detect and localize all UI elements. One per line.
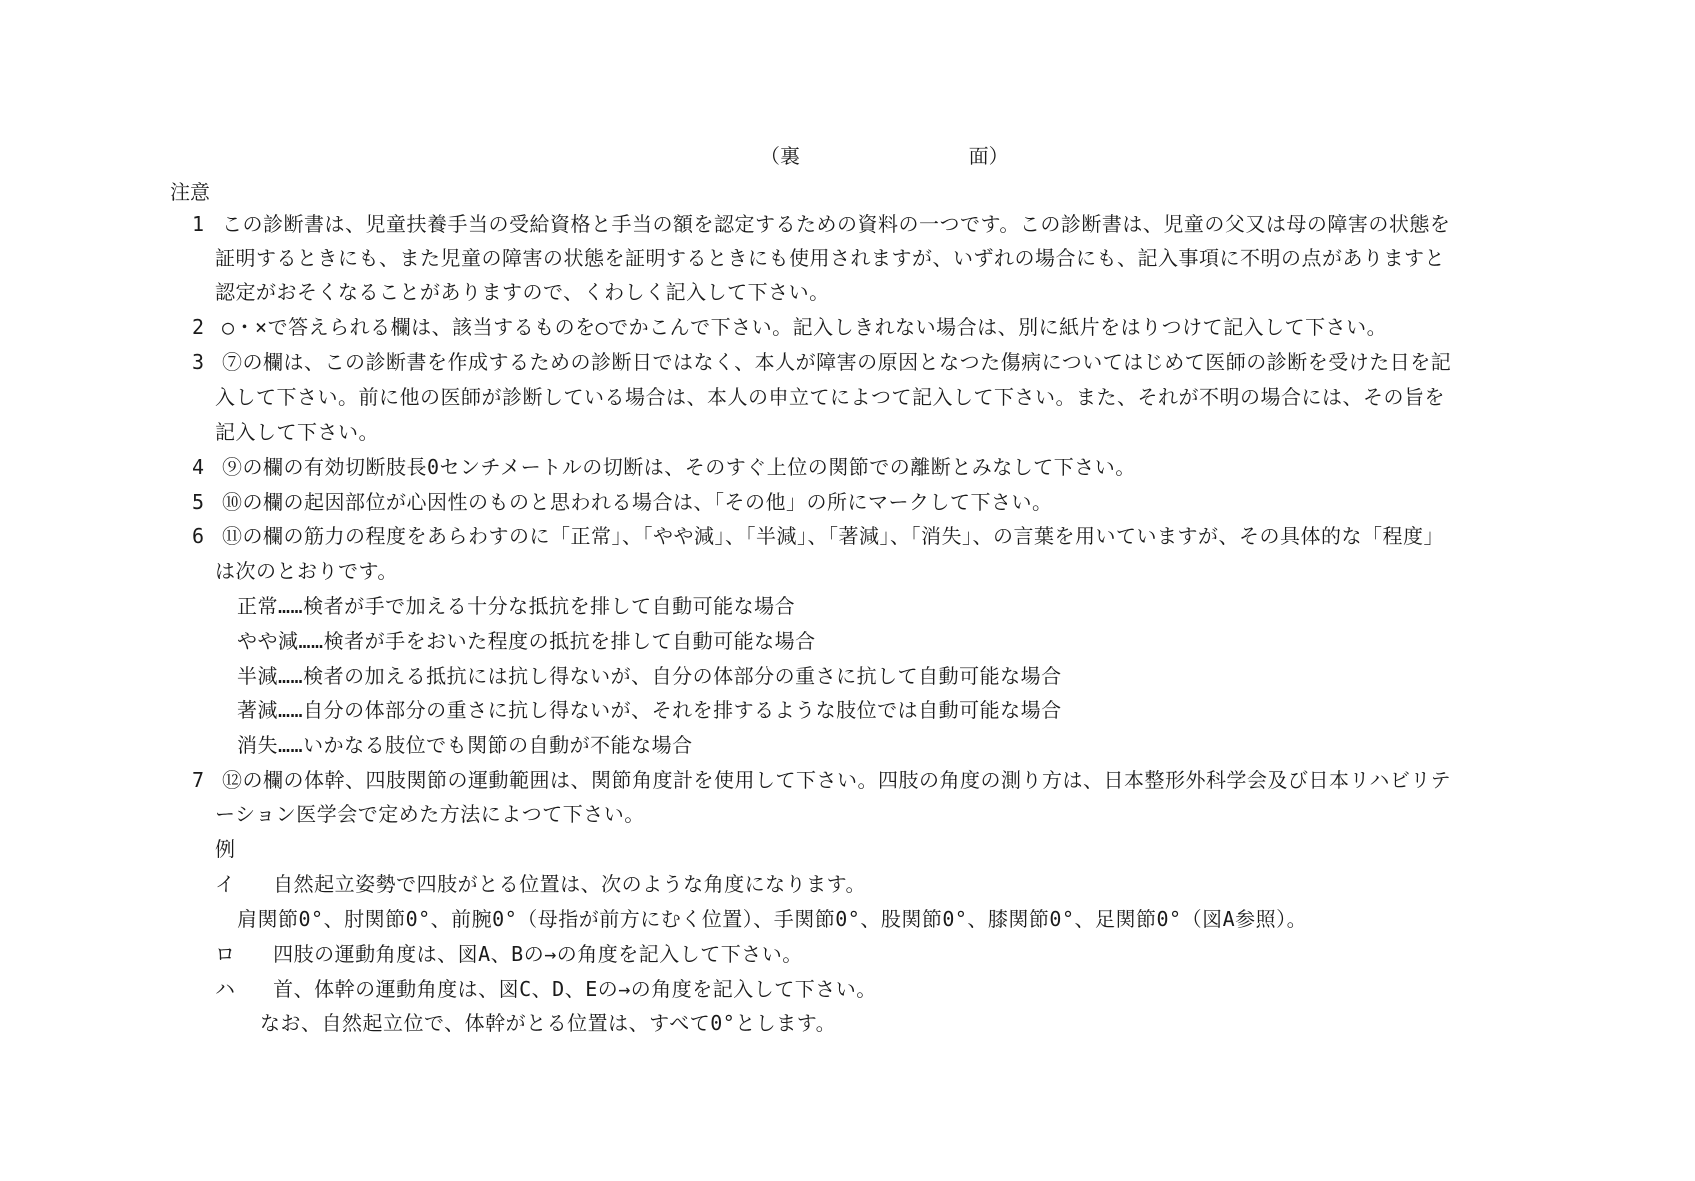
example-ro: ロ 四肢の運動角度は、図A、Bの→の角度を記入して下さい。 [215,942,803,966]
strength-definition-marked: 著減……自分の体部分の重さに抗し得ないが、それを排するような肢位では自動可能な場合 [237,698,1062,722]
page-side-header [760,140,1009,169]
example-label: 例 [215,837,236,861]
example-ha-detail: なお、自然起立位で、体幹がとる位置は、すべて0°とします。 [260,1011,837,1035]
note-number: 3 [192,350,205,374]
note-number: 7 [192,768,205,792]
note-3-line-1: 3 ⑦の欄は、この診断書を作成するための診断日ではなく、本人が障害の原因となつた傷病についてはじめて医師の診断を受けた日を記 [192,350,1452,374]
strength-definition-slight: やや減……検者が手をおいた程度の抵抗を排して自動可能な場合 [237,629,816,653]
example-mark: ハ [215,977,236,1001]
note-4-line-1: 4 ⑨の欄の有効切断肢長0センチメートルの切断は、そのすぐ上位の関節での離断とみなして下さい。 [192,455,1136,479]
note-number: 6 [192,524,205,548]
note-number: 1 [192,212,205,236]
note-7-line-2: ーション医学会で定めた方法によつて下さい。 [215,802,645,826]
note-1-line-2: 証明するときにも、また児童の障害の状態を証明するときにも使用されますが、いずれの場合にも、記入事項に不明の点がありますと [215,246,1445,270]
note-5-line-1: 5 ⑩の欄の起因部位が心因性のものと思われる場合は、「その他」の所にマークして下さい。 [192,490,1053,514]
strength-definition-half: 半減……検者の加える抵抗には抗し得ないが、自分の体部分の重さに抗して自動可能な場合 [237,664,1062,688]
example-ha: ハ 首、体幹の運動角度は、図C、D、Eの→の角度を記入して下さい。 [215,977,877,1001]
note-number: 4 [192,455,205,479]
example-mark: ロ [215,942,236,966]
note-1-line-1: 1 この診断書は、児童扶養手当の受給資格と手当の額を認定するための資料の一つです。この診断書は、児童の父又は母の障害の状態を [192,212,1451,236]
note-3-line-2: 入して下さい。前に他の医師が診断している場合は、本人の申立てによつて記入して下さい。また、それが不明の場合には、その旨を [215,385,1445,409]
example-mark: イ [215,872,236,896]
note-2-line-1: 2 ○・×で答えられる欄は、該当するものを○でかこんで下さい。記入しきれない場合は、別に紙片をはりつけて記入して下さい。 [192,315,1388,339]
note-6-line-2: は次のとおりです。 [215,559,398,583]
strength-definition-normal: 正常……検者が手で加える十分な抵抗を排して自動可能な場合 [237,594,796,618]
note-1-line-3: 認定がおそくなることがありますので、くわしく記入して下さい。 [215,280,830,304]
example-i-detail: 肩関節0°、肘関節0°、前腕0°（母指が前方にむく位置）、手関節0°、股関節0°、膝関節0°、足関節0°（図A参照）。 [237,907,1308,931]
note-6-line-1: 6 ⑪の欄の筋力の程度をあらわすのに「正常」、「やや減」、「半減」、「著減」、「消失」、の言葉を用いていますが、その具体的な「程度」 [192,524,1444,548]
strength-definition-lost: 消失……いかなる肢位でも関節の自動が不能な場合 [237,733,693,757]
header-right: 面） [968,144,1009,168]
notes-title: 注意 [170,180,210,204]
header-left: （裏 [760,144,800,168]
note-3-line-3: 記入して下さい。 [215,420,379,444]
note-number: 2 [192,315,205,339]
note-7-line-1: 7 ⑫の欄の体幹、四肢関節の運動範囲は、関節角度計を使用して下さい。四肢の角度の測り方は、日本整形外科学会及び日本リハビリテ [192,768,1451,792]
example-i: イ 自然起立姿勢で四肢がとる位置は、次のような角度になります。 [215,872,867,896]
note-number: 5 [192,490,205,514]
